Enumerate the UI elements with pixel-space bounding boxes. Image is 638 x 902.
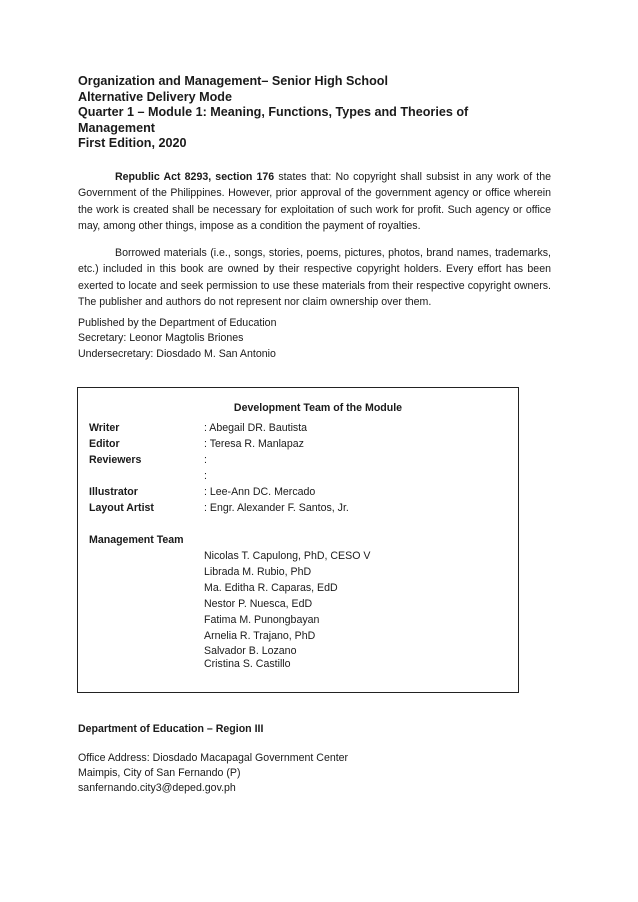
role-label: Editor bbox=[89, 438, 120, 450]
role-label: Reviewers bbox=[89, 454, 142, 466]
deped-region-heading: Department of Education – Region III bbox=[78, 723, 264, 735]
list-item: Librada M. Rubio, PhD bbox=[204, 566, 312, 579]
email-address: sanfernando.city3@deped.gov.ph bbox=[78, 782, 236, 795]
management-team-list bbox=[204, 548, 370, 671]
role-value: : Teresa R. Manlapaz bbox=[204, 438, 304, 450]
development-team-box bbox=[77, 387, 519, 693]
list-item: Ma. Editha R. Caparas, EdD bbox=[204, 582, 338, 595]
role-label: Illustrator bbox=[89, 486, 138, 498]
title-line-module: Quarter 1 – Module 1: Meaning, Functions, Types and Theories of bbox=[78, 105, 469, 120]
role-value: : Abegail DR. Bautista bbox=[204, 422, 308, 434]
list-item: Nicolas T. Capulong, PhD, CESO V bbox=[204, 550, 371, 562]
secretary-line: Secretary: Leonor Magtolis Briones bbox=[78, 332, 244, 345]
role-value: : Engr. Alexander F. Santos, Jr. bbox=[204, 502, 349, 514]
list-item: Fatima M. Punongbayan bbox=[204, 614, 320, 627]
address-line-1: Office Address: Diosdado Macapagal Government Center bbox=[78, 752, 349, 764]
role-value: : Lee-Ann DC. Mercado bbox=[204, 486, 316, 498]
role-label: Writer bbox=[89, 422, 120, 434]
role-label: Layout Artist bbox=[89, 502, 154, 514]
list-item: Cristina S. Castillo bbox=[204, 657, 291, 670]
publisher-info bbox=[78, 316, 276, 362]
office-address bbox=[78, 751, 348, 797]
list-item: Salvador B. Lozano bbox=[204, 644, 297, 657]
management-team-label: Management Team bbox=[89, 534, 184, 546]
copyright-paragraph bbox=[78, 169, 551, 235]
list-item: Nestor P. Nuesca, EdD bbox=[204, 598, 313, 611]
title-line-module-cont: Management bbox=[78, 120, 155, 135]
list-item: Arnelia R. Trajano, PhD bbox=[204, 630, 316, 643]
copyright-text: states that: No copyright shall subsist in any work of the Government of the Philippines. However, prior approval of the government agency or office wherein the work is created shall be necessary for exploitation of such work for profit. Such agency or office may, among other things, impose as a condition the payment of royalties. bbox=[78, 171, 551, 233]
title-line-subject: Organization and Management– Senior High School bbox=[78, 74, 388, 88]
role-value: : bbox=[204, 454, 207, 466]
publisher-line: Published by the Department of Education bbox=[78, 317, 277, 329]
borrowed-materials-paragraph: Borrowed materials (i.e., songs, stories, poems, pictures, photos, brand names, trademarks, etc.) included in this book are owned by their respective copyright holders. Every effort has been exerted to locate and seek permission to use these materials from their respective copyright owners. The publisher and authors do not represent nor claim ownership over them. bbox=[78, 247, 551, 309]
module-title-block bbox=[78, 74, 498, 152]
address-line-2: Maimpis, City of San Fernando (P) bbox=[78, 767, 241, 780]
law-reference: Republic Act 8293, section 176 bbox=[115, 171, 275, 183]
title-line-edition: First Edition, 2020 bbox=[78, 136, 187, 151]
undersecretary-line: Undersecretary: Diosdado M. San Antonio bbox=[78, 347, 276, 360]
role-value: : bbox=[204, 470, 207, 482]
title-line-mode: Alternative Delivery Mode bbox=[78, 89, 232, 104]
team-heading: Development Team of the Module bbox=[233, 402, 403, 414]
